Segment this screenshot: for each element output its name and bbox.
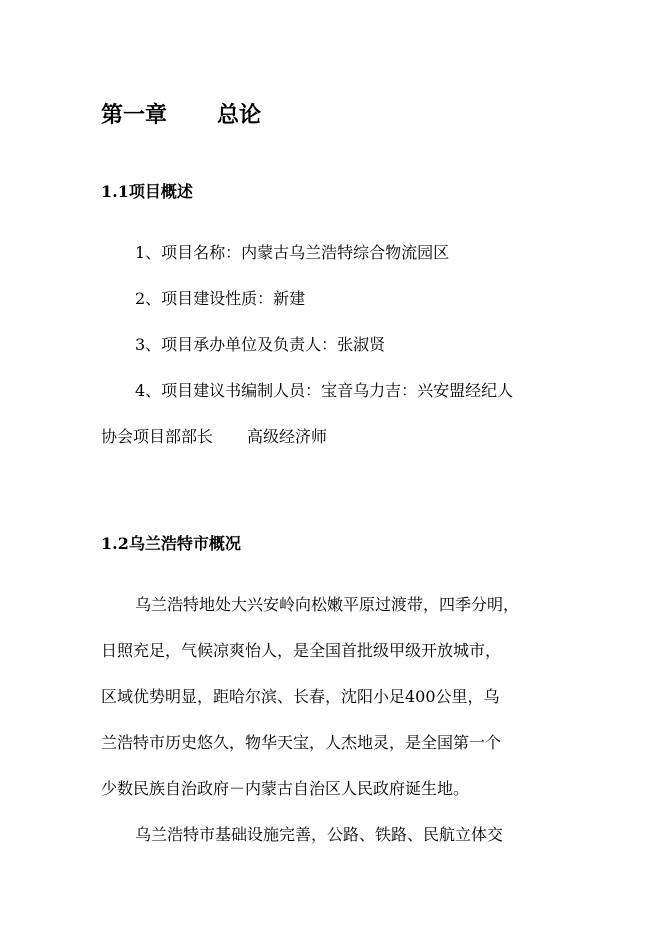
chapter-number: 第一章 bbox=[101, 102, 168, 128]
paragraph-line: 乌兰浩特地处大兴安岭向松嫩平原过渡带，四季分明， bbox=[135, 595, 520, 614]
continuation-part-a: 协会项目部部长 bbox=[101, 427, 214, 446]
list-item: 4、项目建议书编制人员：宝音乌力吉：兴安盟经纪人 bbox=[135, 381, 514, 400]
paragraph-line: 区域优势明显，距哈尔滨、长春，沈阳小足400公里，乌 bbox=[101, 687, 500, 706]
continuation-part-b: 高级经济师 bbox=[247, 427, 328, 446]
paragraph-line: 日照充足，气候凉爽怡人，是全国首批级甲级开放城市， bbox=[101, 641, 502, 660]
list-item: 2、项目建设性质：新建 bbox=[135, 289, 306, 308]
paragraph-line: 乌兰浩特市基础设施完善，公路、铁路、民航立体交 bbox=[135, 825, 504, 844]
chapter-name: 总论 bbox=[217, 102, 262, 128]
list-item-continuation bbox=[101, 426, 327, 448]
section-heading-1-2: 1.2乌兰浩特市概况 bbox=[101, 534, 241, 553]
chapter-title bbox=[101, 100, 261, 130]
list-item: 1、项目名称：内蒙古乌兰浩特综合物流园区 bbox=[135, 243, 450, 262]
section-heading-1-1: 1.1项目概述 bbox=[101, 182, 193, 201]
paragraph-line: 少数民族自治政府－内蒙古自治区人民政府诞生地。 bbox=[101, 779, 470, 798]
list-item: 3、项目承办单位及负责人：张淑贤 bbox=[135, 335, 386, 354]
paragraph-line: 兰浩特市历史悠久，物华天宝，人杰地灵，是全国第一个 bbox=[101, 733, 502, 752]
